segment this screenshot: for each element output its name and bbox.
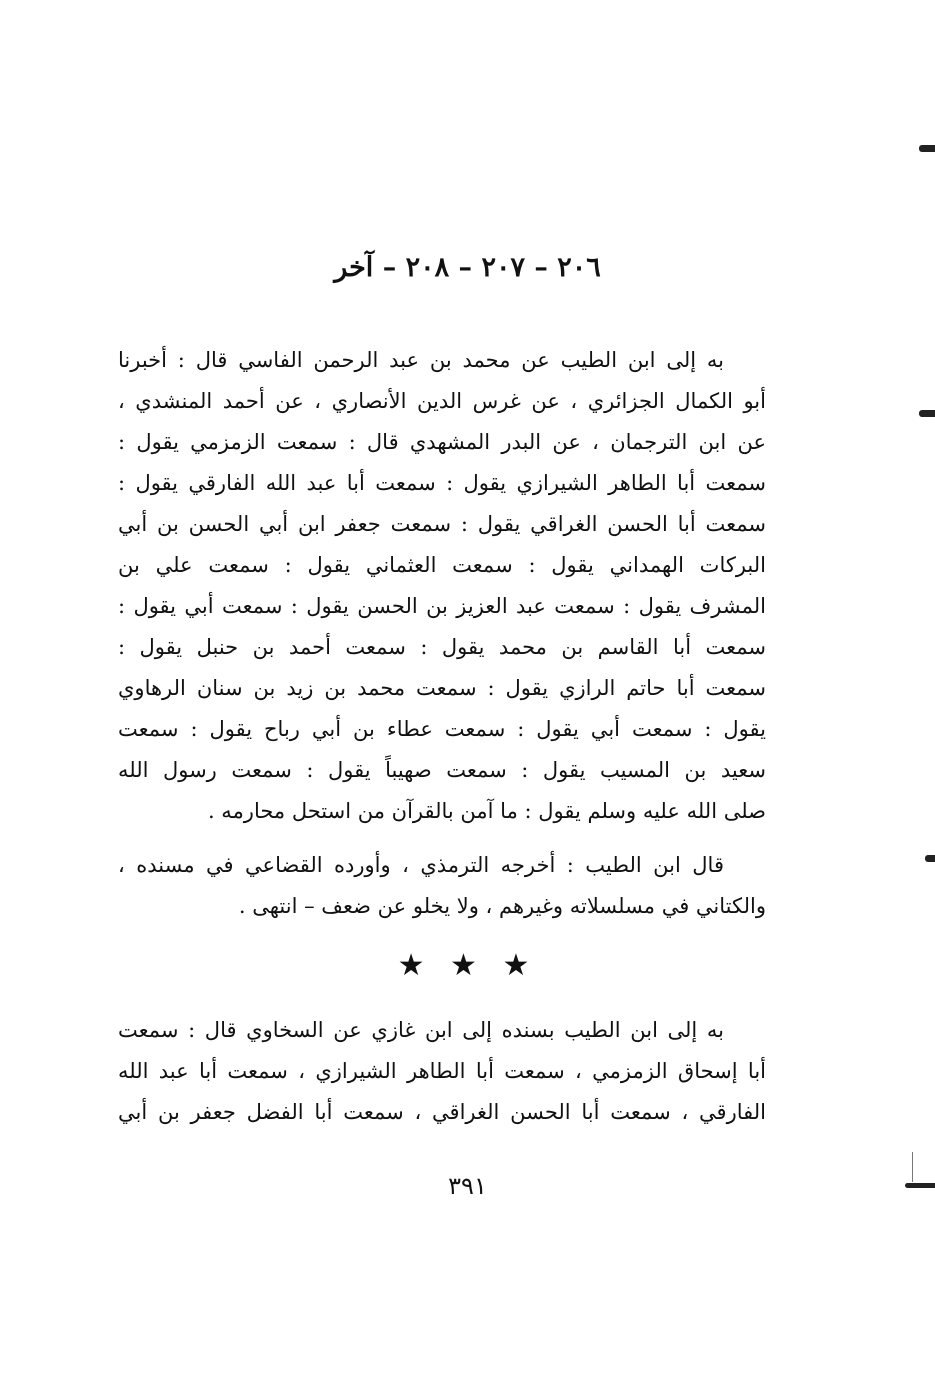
text-line: صلى الله عليه وسلم يقول : ما آمن بالقرآن من استحل محارمه . (207, 799, 766, 823)
section-separator: ★ ★ ★ (397, 948, 538, 983)
scan-edge-mark (919, 145, 935, 152)
text-line: سعيد بن المسيب يقول : سمعت صهيباً يقول : سمعت رسول الله (118, 758, 766, 782)
text-line: البركات الهمداني يقول : سمعت العثماني يقول : سمعت علي بن (118, 553, 766, 577)
scan-edge-mark (925, 855, 935, 862)
text-line: سمعت أبا حاتم الرازي يقول : سمعت محمد بن زيد بن سنان الرهاوي (118, 676, 766, 700)
text-line: عن ابن الترجمان ، عن البدر المشهدي قال : سمعت الزمزمي يقول : (118, 430, 766, 454)
text-line: به إلى ابن الطيب عن محمد بن عبد الرحمن الفاسي قال : أخبرنا (118, 348, 724, 372)
scan-edge-mark (905, 1183, 935, 1188)
text-line: به إلى ابن الطيب بسنده إلى ابن غازي عن السخاوي قال : سمعت (118, 1018, 724, 1042)
text-line: أبا إسحاق الزمزمي ، سمعت أبا الطاهر الشيرازي ، سمعت أبا عبد الله (118, 1059, 766, 1083)
text-line: قال ابن الطيب : أخرجه الترمذي ، وأورده القضاعي في مسنده ، (118, 853, 724, 877)
text-line: المشرف يقول : سمعت عبد العزيز بن الحسن يقول : سمعت أبي يقول : (118, 594, 766, 618)
scan-edge-thread (912, 1152, 913, 1182)
text-line: سمعت أبا القاسم بن محمد يقول : سمعت أحمد بن حنبل يقول : (118, 635, 766, 659)
text-line: سمعت أبا الطاهر الشيرازي يقول : سمعت أبا عبد الله الفارقي يقول : (118, 471, 766, 495)
paragraph-isnad-1 (118, 340, 766, 832)
text-line: أبو الكمال الجزائري ، عن غرس الدين الأنصاري ، عن أحمد المنشدي ، (118, 389, 766, 413)
text-line: الفارقي ، سمعت أبا الحسن الغراقي ، سمعت أبا الفضل جعفر بن أبي (118, 1100, 766, 1124)
page-number: ٣٩١ (448, 1172, 487, 1200)
text-line: يقول : سمعت أبي يقول : سمعت عطاء بن أبي رباح يقول : سمعت (118, 717, 766, 741)
section-heading: ٢٠٦ – ٢٠٧ – ٢٠٨ – آخر (334, 252, 601, 283)
scan-edge-mark (919, 410, 935, 417)
paragraph-commentary (118, 845, 766, 927)
text-line: والكتاني في مسلسلاته وغيرهم ، ولا يخلو عن ضعف – انتهى . (238, 894, 766, 918)
text-line: سمعت أبا الحسن الغراقي يقول : سمعت جعفر ابن أبي الحسن بن أبي (118, 512, 766, 536)
paragraph-isnad-2 (118, 1010, 766, 1133)
